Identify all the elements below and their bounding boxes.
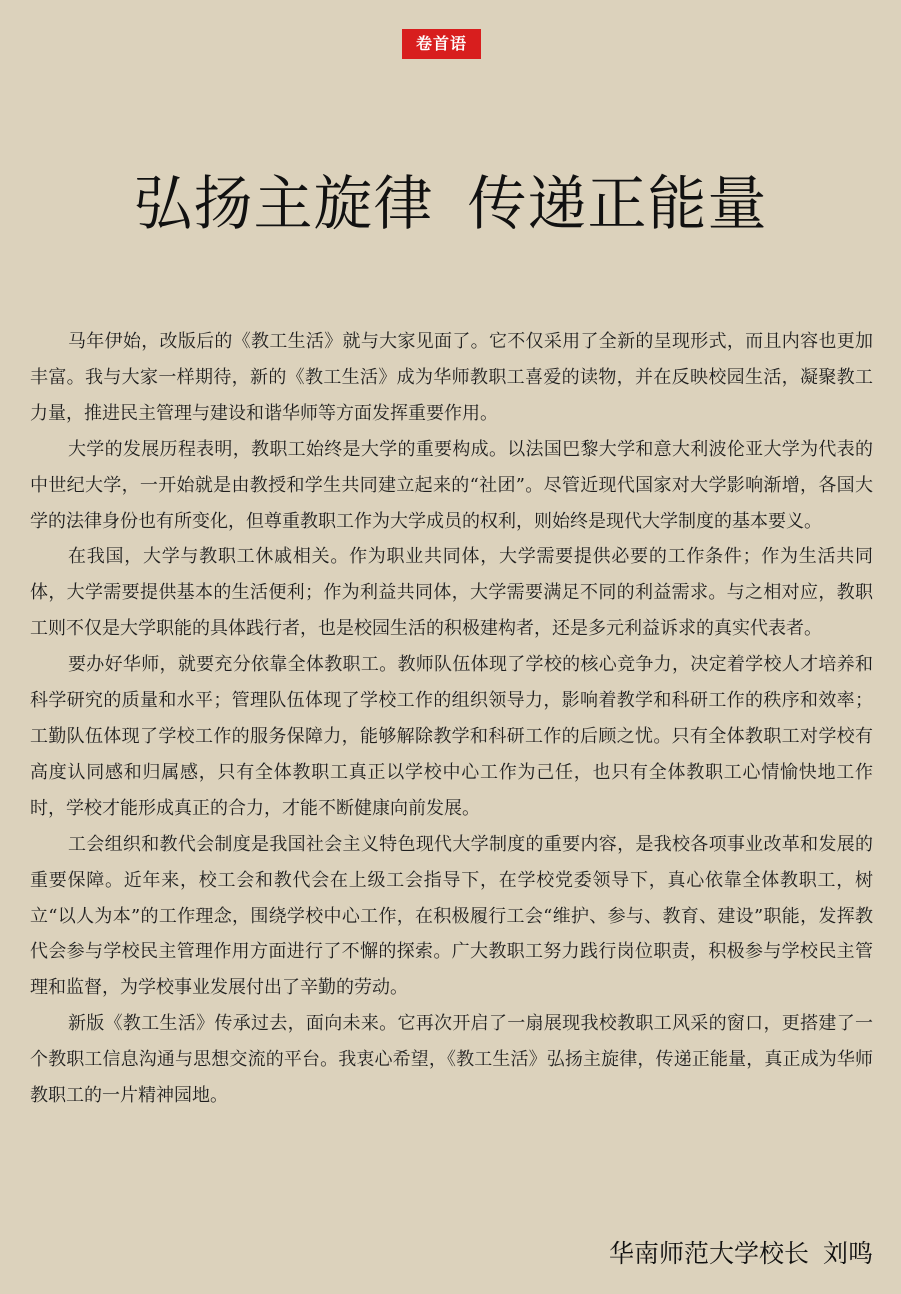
paragraph: 要办好华师，就要充分依靠全体教职工。教师队伍体现了学校的核心竞争力，决定着学校人才培养和科学研究的质量和水平；管理队伍体现了学校工作的组织领导力，影响着教学和科研工作的秩序和效率；工勤队伍体现了学校工作的服务保障力，能够解除教学和科研工作的后顾之忧。只有全体教职工对学校有高度认同感和归属感，只有全体教职工真正以学校中心工作为己任，也只有全体教职工心情愉快地工作时，学校才能形成真正的合力，才能不断健康向前发展。: [30, 654, 873, 819]
author-name: 刘鸣: [822, 1239, 873, 1268]
paragraph: 新版《教工生活》传承过去，面向未来。它再次开启了一扇展现我校教职工风采的窗口，更搭建了一个教职工信息沟通与思想交流的平台。我衷心希望，《教工生活》弘扬主旋律，传递正能量，真正成为华师教职工的一片精神园地。: [30, 1013, 873, 1107]
author-signature: [609, 1237, 873, 1271]
paragraph: 在我国，大学与教职工休戚相关。作为职业共同体，大学需要提供必要的工作条件；作为生活共同体，大学需要提供基本的生活便利；作为利益共同体，大学需要满足不同的利益需求。与之相对应，教职工则不仅是大学职能的具体践行者，也是校园生活的积极建构者，还是多元利益诉求的真实代表者。: [30, 546, 873, 640]
paragraph: 工会组织和教代会制度是我国社会主义特色现代大学制度的重要内容，是我校各项事业改革和发展的重要保障。近年来，校工会和教代会在上级工会指导下，在学校党委领导下，真心依靠全体教职工，树立“以人为本”的工作理念，围绕学校中心工作，在积极履行工会“维护、参与、教育、建设”职能，发挥教代会参与学校民主管理作用方面进行了不懈的探索。广大教职工努力践行岗位职责，积极参与学校民主管理和监督，为学校事业发展付出了辛勤的劳动。: [30, 833, 873, 999]
paragraph: 大学的发展历程表明，教职工始终是大学的重要构成。以法国巴黎大学和意大利波伦亚大学为代表的中世纪大学，一开始就是由教授和学生共同建立起来的“社团”。尽管近现代国家对大学影响渐增，各国大学的法律身份也有所变化，但尊重教职工作为大学成员的权利，则始终是现代大学制度的基本要义。: [30, 438, 873, 532]
section-badge: 卷首语: [402, 29, 481, 59]
page-title: [0, 168, 901, 240]
paragraph: 马年伊始，改版后的《教工生活》就与大家见面了。它不仅采用了全新的呈现形式，而且内容也更加丰富。我与大家一样期待，新的《教工生活》成为华师教职工喜爱的读物，并在反映校园生活，凝聚教工力量，推进民主管理与建设和谐华师等方面发挥重要作用。: [30, 331, 873, 424]
title-part-2: 传递正能量: [467, 169, 768, 238]
title-part-1: 弘扬主旋律: [133, 169, 434, 238]
article-body: [30, 324, 873, 1114]
author-title: 华南师范大学校长: [608, 1239, 809, 1268]
